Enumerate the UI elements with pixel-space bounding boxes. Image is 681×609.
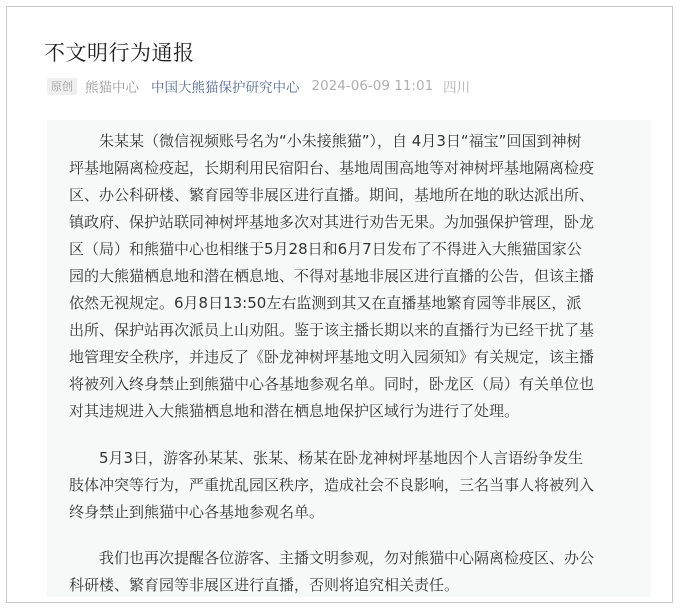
account-name-link[interactable]: 中国大熊猫保护研究中心 xyxy=(151,80,300,96)
paragraph-line: 坪基地隔离检疫起，长期利用民宿阳台、基地周围高地等对神树坪基地隔离检疫 xyxy=(69,159,595,177)
paragraph-line: 终身禁止到熊猫中心各基地参观名单。 xyxy=(69,503,325,521)
paragraph-line: 对其违规进入大熊猫栖息地和潜在栖息地保护区域行为进行了处理。 xyxy=(69,402,520,420)
paragraph-line: 科研楼、繁育园等非展区进行直播，否则将追究相关责任。 xyxy=(69,576,460,594)
paragraph-1 xyxy=(69,128,653,425)
original-badge: 原创 xyxy=(47,78,77,95)
paragraph-line: 地管理安全秩序，并违反了《卧龙神树坪基地文明入园须知》有关规定，该主播 xyxy=(69,348,595,366)
article-card xyxy=(6,6,673,603)
paragraph-line: 朱某某（微信视频账号名为“小朱接熊猫”），自 4月3日“福宝”回国到神树 xyxy=(69,132,582,150)
paragraph-line: 园的大熊猫栖息地和潜在栖息地、不得对基地非展区进行直播的公告，但该主播 xyxy=(69,267,595,285)
author-name: 熊猫中心 xyxy=(85,80,139,96)
article-body xyxy=(47,120,651,597)
paragraph-line: 区（局）和熊猫中心也相继于5月28日和6月7日发布了不得进入大熊猫国家公 xyxy=(69,240,582,258)
article-meta xyxy=(47,77,470,95)
paragraph-line: 区、办公科研楼、繁育园等非展区进行直播。期间，基地所在地的耿达派出所、 xyxy=(69,186,595,204)
article-title: 不文明行为通报 xyxy=(44,41,195,65)
paragraph-line: 依然无视规定。6月8日13:50左右监测到其又在直播基地繁育园等非展区，派 xyxy=(69,294,582,312)
paragraph-line: 5月3日，游客孙某某、张某、杨某在卧龙神树坪基地因个人言语纷争发生 xyxy=(69,449,584,467)
paragraph-3 xyxy=(69,545,653,599)
publish-date: 2024-06-09 11:01 xyxy=(311,78,434,94)
paragraph-line: 镇政府、保护站联同神树坪基地多次对其进行劝告无果。为加强保护管理，卧龙 xyxy=(69,213,595,231)
paragraph-line: 出所、保护站再次派员上山劝阻。鉴于该主播长期以来的直播行为已经干扰了基 xyxy=(69,321,595,339)
paragraph-line: 将被列入终身禁止到熊猫中心各基地参观名单。同时，卧龙区（局）有关单位也 xyxy=(69,375,595,393)
paragraph-2 xyxy=(69,445,653,526)
publish-location: 四川 xyxy=(443,80,471,96)
paragraph-line: 肢体冲突等行为，严重扰乱园区秩序，造成社会不良影响，三名当事人将被列入 xyxy=(69,476,595,494)
paragraph-line: 我们也再次提醒各位游客、主播文明参观，勿对熊猫中心隔离检疫区、办公 xyxy=(69,549,595,567)
